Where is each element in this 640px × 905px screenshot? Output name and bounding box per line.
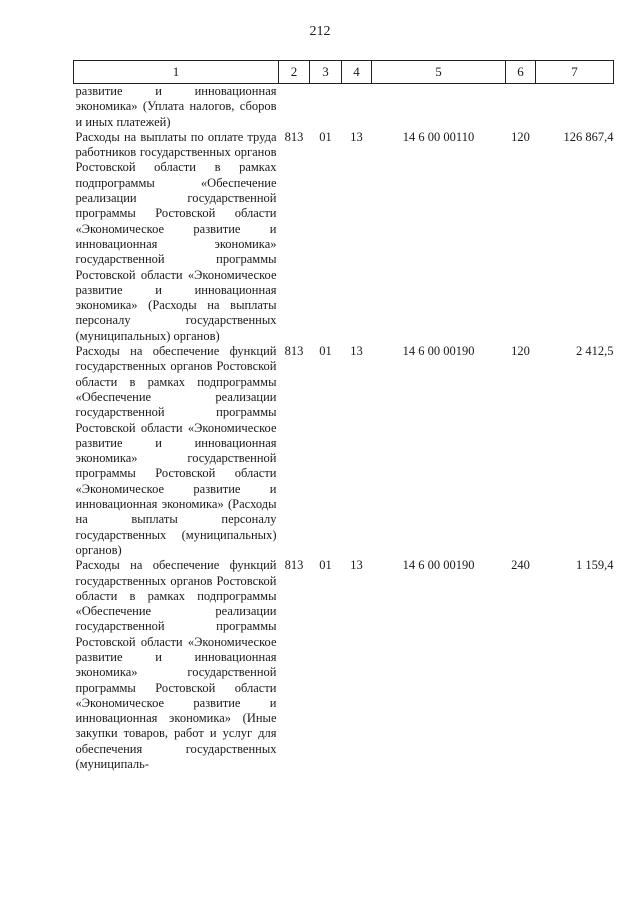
table-row xyxy=(74,84,614,130)
page-number: 212 xyxy=(309,24,331,39)
row-ministry-code: 813 xyxy=(284,558,304,573)
row-expense-type: 240 xyxy=(511,558,530,573)
row-description: Расходы на выплаты по оплате труда работников государственных органов Ростовской области в рамках подпрограммы «Обеспечение реализации государственной программы Ростовской области «Экономическое развитие и инновационная экономика» государственной программы Ростовской области «Экономическое развитие и инновационная экономика» (Расходы на выплаты персоналу государственных (муниципальных) органов) xyxy=(75,129,277,343)
row-expense-type: 120 xyxy=(511,129,530,144)
header-col-3: 3 xyxy=(310,61,342,84)
row-section: 01 xyxy=(319,129,332,144)
row-amount: 1 159,4 xyxy=(576,558,614,573)
row-amount: 126 867,4 xyxy=(563,129,614,144)
row-target-article: 14 6 00 00190 xyxy=(402,344,475,359)
row-ministry-code: 813 xyxy=(284,129,304,144)
row-ministry-code xyxy=(279,84,310,130)
header-row xyxy=(74,61,614,84)
header-col-2: 2 xyxy=(279,61,310,84)
row-expense-type xyxy=(506,84,536,130)
header-col-1: 1 xyxy=(74,61,279,84)
table-header xyxy=(74,61,614,84)
header-col-4: 4 xyxy=(342,61,372,84)
row-description: развитие и инновационная экономика» (Уплата налогов, сборов и иных платежей) xyxy=(75,84,277,129)
row-section: 01 xyxy=(319,558,332,573)
row-expense-type: 120 xyxy=(511,344,530,359)
row-amount: 2 412,5 xyxy=(576,344,614,359)
row-description: Расходы на обеспечение функций государственных органов Ростовской области в рамках подпрограммы «Обеспечение реализации государственной программы Ростовской области «Экономическое развитие и инновационная экономика» государственной программы Ростовской области «Экономическое развитие и инновационная экономика» (Расходы на выплаты персоналу государственных (муниципальных) органов) xyxy=(75,344,277,557)
row-ministry-code: 813 xyxy=(284,344,304,359)
budget-table xyxy=(73,60,614,772)
header-col-7: 7 xyxy=(536,61,614,84)
row-subsection xyxy=(342,84,372,130)
row-target-article: 14 6 00 00190 xyxy=(402,558,475,573)
header-col-6: 6 xyxy=(506,61,536,84)
row-subsection: 13 xyxy=(350,558,363,573)
row-section: 01 xyxy=(319,344,332,359)
row-subsection: 13 xyxy=(350,344,363,359)
table-row xyxy=(74,558,614,772)
header-col-5: 5 xyxy=(372,61,506,84)
table-row xyxy=(74,344,614,558)
row-section xyxy=(310,84,342,130)
row-subsection: 13 xyxy=(350,129,363,144)
row-description: Расходы на обеспечение функций государственных органов Ростовской области в рамках подпрограммы «Обеспечение реализации государственной программы Ростовской области «Экономическое развитие и инновационная экономика» государственной программы Ростовской области «Экономическое развитие и инновационная экономика» (Иные закупки товаров, работ и услуг для обеспечения государственных (муниципаль- xyxy=(75,558,277,772)
table-row xyxy=(74,130,614,344)
row-target-article: 14 6 00 00110 xyxy=(402,129,475,144)
row-target-article xyxy=(372,84,506,130)
row-amount xyxy=(536,84,614,130)
